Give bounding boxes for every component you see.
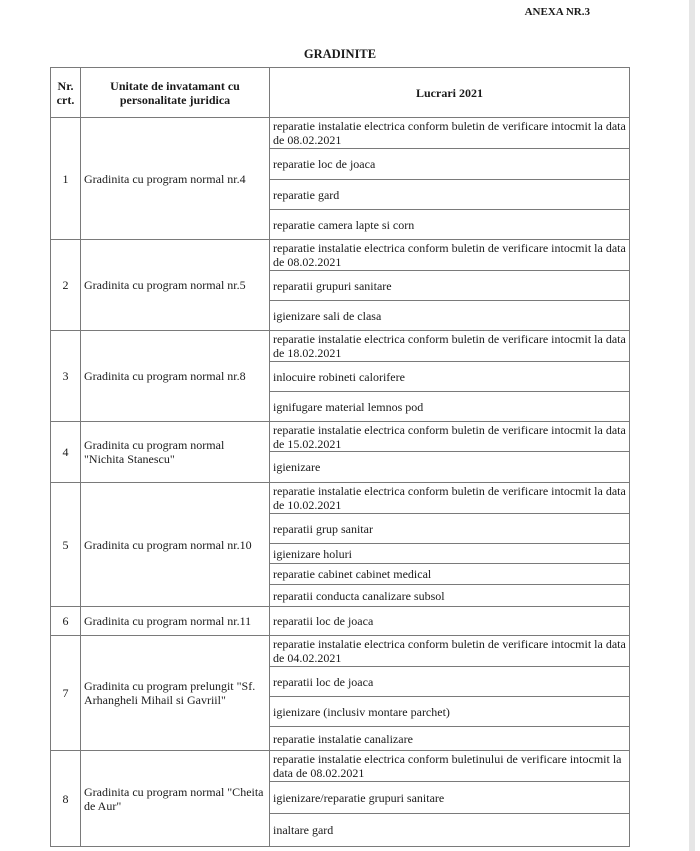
table-row (51, 422, 630, 452)
work-item: reparatii grup sanitar (270, 514, 630, 544)
row-number: 3 (51, 331, 81, 422)
header-unit-line2: personalitate juridica (119, 92, 231, 107)
work-item: reparatii conducta canalizare subsol (270, 585, 630, 607)
work-item: igienizare (inclusiv montare parchet) (270, 697, 630, 727)
work-item: reparatie instalatie electrica conform buletin de verificare intocmit la data de 04.02.2021 (270, 636, 630, 667)
work-item: igienizare/reparatie grupuri sanitare (270, 782, 630, 814)
header-nr-line2: crt. (56, 92, 75, 107)
table-row (51, 751, 630, 782)
school-unit-name: Gradinita cu program normal nr.10 (81, 483, 270, 607)
school-unit-name: Gradinita cu program prelungit "Sf. Arhangheli Mihail si Gavriil" (81, 636, 270, 751)
school-unit-name: Gradinita cu program normal nr.5 (81, 240, 270, 331)
page-title-text: GRADINITE (303, 47, 377, 61)
work-item: reparatii grupuri sanitare (270, 271, 630, 301)
row-number: 4 (51, 422, 81, 483)
kindergartens-table (50, 67, 630, 847)
table-row (51, 240, 630, 271)
work-item: inlocuire robineti calorifere (270, 362, 630, 392)
row-number: 7 (51, 636, 81, 751)
work-item: reparatie loc de joaca (270, 149, 630, 180)
work-item: reparatie instalatie electrica conform buletin de verificare intocmit la data de 18.02.2021 (270, 331, 630, 362)
annex-label: ANEXA NR.3 (524, 6, 590, 18)
work-item: igienizare (270, 452, 630, 483)
work-item: reparatie instalatie electrica conform buletin de verificare intocmit la data de 08.02.2021 (270, 118, 630, 149)
page-title (0, 47, 680, 62)
header-unit (81, 68, 270, 118)
work-item: ignifugare material lemnos pod (270, 392, 630, 422)
work-item: reparatie camera lapte si corn (270, 210, 630, 240)
work-item: reparatie instalatie electrica conform buletin de verificare intocmit la data de 08.02.2021 (270, 240, 630, 271)
school-unit-name: Gradinita cu program normal nr.8 (81, 331, 270, 422)
work-item: reparatie instalatie electrica conform buletinului de verificare intocmit la data de 08.02.2021 (270, 751, 630, 782)
header-works: Lucrari 2021 (270, 68, 630, 118)
work-item: reparatie instalatie electrica conform buletin de verificare intocmit la data de 15.02.2021 (270, 422, 630, 452)
work-item: igienizare holuri (270, 544, 630, 564)
row-number: 6 (51, 607, 81, 636)
work-item: reparatii loc de joaca (270, 607, 630, 636)
row-number: 1 (51, 118, 81, 240)
header-nr-line1: Nr. (57, 78, 74, 93)
school-unit-name: Gradinita cu program normal nr.4 (81, 118, 270, 240)
work-item: reparatie instalatie canalizare (270, 727, 630, 751)
header-nr-crt (51, 68, 81, 118)
row-number: 8 (51, 751, 81, 847)
table-row (51, 483, 630, 514)
header-unit-line1: Unitate de invatamant cu (110, 78, 240, 93)
table-body (51, 118, 630, 847)
work-item: reparatii loc de joaca (270, 667, 630, 697)
school-unit-name: Gradinita cu program normal "Nichita Stanescu" (81, 422, 270, 483)
page-edge-shadow (689, 0, 695, 851)
work-item: reparatie cabinet cabinet medical (270, 564, 630, 585)
work-item: reparatie gard (270, 180, 630, 210)
table-row (51, 636, 630, 667)
work-item: igienizare sali de clasa (270, 301, 630, 331)
school-unit-name: Gradinita cu program normal "Cheita de Aur" (81, 751, 270, 847)
table-row (51, 118, 630, 149)
school-unit-name: Gradinita cu program normal nr.11 (81, 607, 270, 636)
work-item: reparatie instalatie electrica conform buletin de verificare intocmit la data de 10.02.2021 (270, 483, 630, 514)
row-number: 5 (51, 483, 81, 607)
table-row (51, 607, 630, 636)
work-item: inaltare gard (270, 814, 630, 847)
table-row (51, 331, 630, 362)
row-number: 2 (51, 240, 81, 331)
table-header-row (51, 68, 630, 118)
